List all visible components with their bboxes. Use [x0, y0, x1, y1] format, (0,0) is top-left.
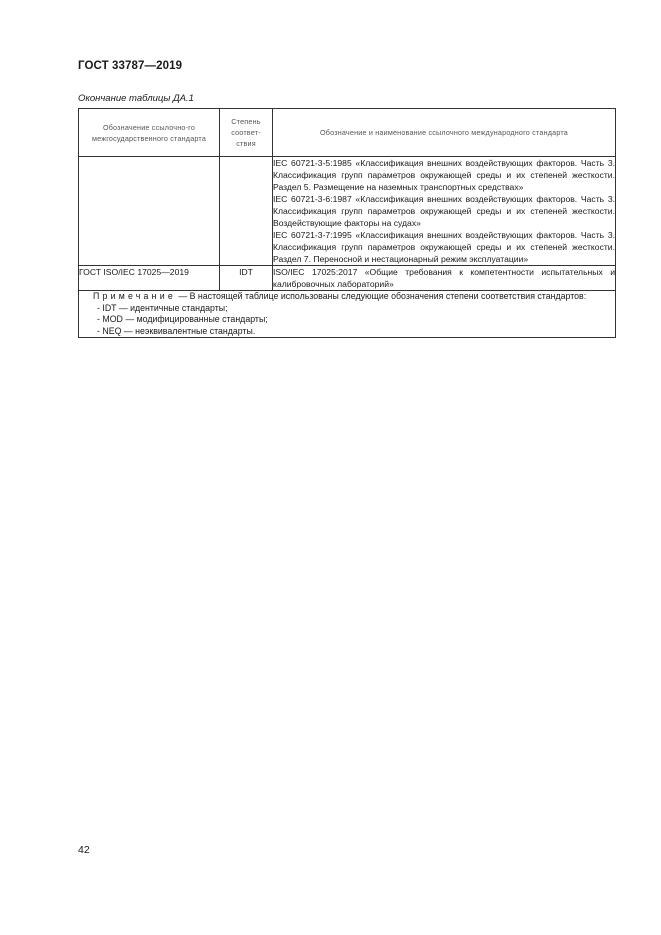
column-header-gost: Обозначение ссылочно-го межгосударственного стандарта [79, 109, 220, 157]
note-row [79, 291, 616, 338]
intl-standard-entry: IEC 60721-3-5:1985 «Классификация внешних воздействующих факторов. Часть 3. Классификация групп параметров окружающей среды и их степеней жесткости. Раздел 5. Размещение на наземных транспортных средствах» [273, 158, 615, 192]
intl-standard-cell [273, 266, 616, 291]
degree-cell [220, 157, 273, 266]
document-code: ГОСТ 33787—2019 [78, 60, 183, 72]
table-header-row [79, 109, 616, 157]
gost-cell [79, 157, 220, 266]
intl-standard-entry: IEC 60721-3-6:1987 «Классификация внешних воздействующих факторов. Часть 3. Классификация групп параметров окружающей среды и их степеней жесткости. Воздействующие факторы на судах» [273, 194, 615, 228]
table-caption: Окончание таблицы ДА.1 [78, 93, 194, 104]
note-label: Примечание [93, 291, 176, 301]
table-note [79, 291, 616, 338]
table-row [79, 157, 616, 266]
gost-cell: ГОСТ ISO/IEC 17025—2019 [79, 266, 220, 291]
note-item: - IDT — идентичные стандарты; [97, 302, 228, 313]
note-text [79, 291, 615, 303]
intl-standard-cell [273, 157, 616, 266]
column-header-degree: Степень соответ-ствия [220, 109, 273, 157]
reference-standards-table [78, 108, 616, 338]
note-item: - MOD — модифицированные стандарты; [97, 314, 268, 324]
column-header-intl: Обозначение и наименование ссылочного международного стандарта [273, 109, 616, 157]
table-row [79, 266, 616, 291]
page-number: 42 [78, 844, 90, 856]
degree-cell: IDT [220, 266, 273, 291]
note-body: — В настоящей таблице использованы следующие обозначения степени соответствия стандартов: [175, 291, 587, 301]
intl-standard-entry: IEC 60721-3-7:1995 «Классификация внешних воздействующих факторов. Часть 3. Классификация групп параметров окружающей среды и их степеней жесткости. Раздел 7. Переносной и нестационарный режим эксплуатации» [273, 230, 615, 264]
intl-standard-entry: ISO/IEC 17025:2017 «Общие требования к компетентности испытательных и калибровочных лабораторий» [273, 267, 615, 289]
note-item: - NEQ — неэквивалентные стандарты. [97, 325, 256, 336]
